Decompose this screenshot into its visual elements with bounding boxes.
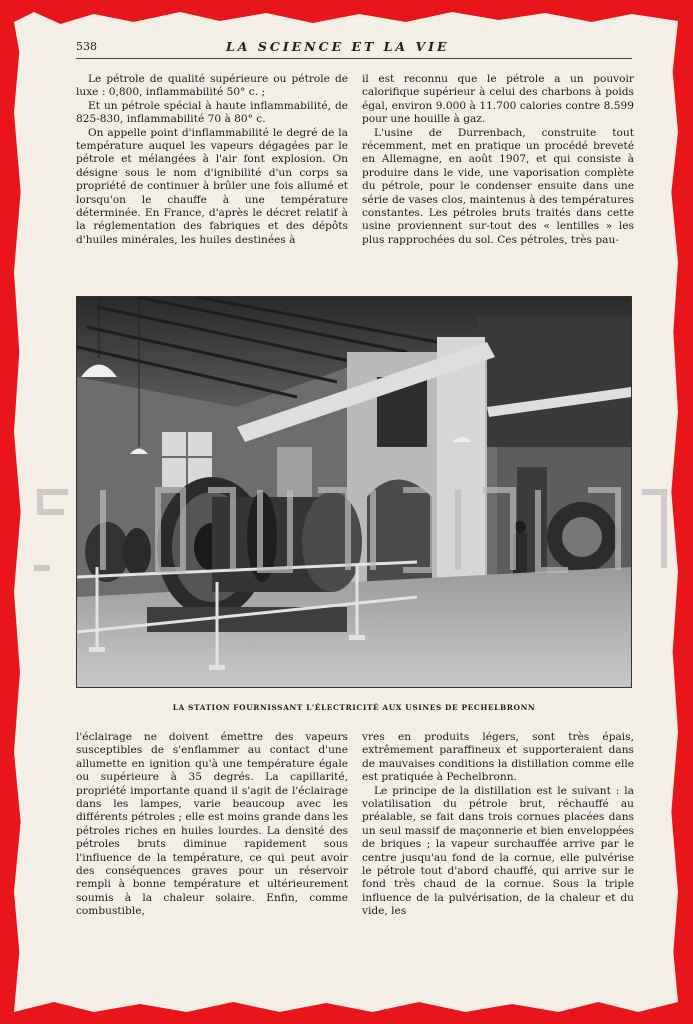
column-top-right	[362, 73, 634, 247]
paragraph: vres en produits légers, sont très épais, extrêmement paraffineux et supporteraient dans de mauvaises conditions la distillation comme elle est pratiquée à Pechelbronn.	[362, 731, 634, 784]
journal-title: LA SCIENCE ET LA VIE	[226, 39, 450, 54]
page-number: 538	[76, 40, 97, 53]
paragraph: On appelle point d'inflammabilité le degré de la température auquel les vapeurs dégagées par le pétrole et mélangées à l'air font explosion. On désigne sous le nom d'ignibilité d'un corps sa propriété de continuer à brûler une fois allumé et lorsqu'on le chauffe à une température déterminée. En France, d'après le décret relatif à la réglementation des fabriques et des dépôts d'huiles minérales, les huiles destinées à	[76, 126, 348, 246]
power-station-photo	[76, 296, 632, 688]
paragraph: il est reconnu que le pétrole a un pouvoir calorifique supérieur à celui des charbons à poids égal, environ 9.000 à 11.700 calories contre 8.599 pour une houille à gaz.	[362, 73, 634, 126]
column-top-left	[76, 73, 348, 247]
paragraph: Le principe de la distillation est le suivant : la volatilisation du pétrole brut, réchauffé au préalable, se fait dans trois cornues placées dans un seul massif de maçonnerie et bien enveloppées de briques ; la vapeur surchauffée arrive par le centre jusqu'au fond de la cornue, elle pulvérise le pétrole tout d'abord chauffé, qui arrive sur le fond très chaud de la cornue. Sous la triple influence de la pulvérisation, de la chaleur et du vide, les	[362, 784, 634, 918]
paragraph: l'éclairage ne doivent émettre des vapeurs susceptibles de s'enflammer au contact d'une allumette en ignition qu'à une température égale ou supérieure à 35 degrés. La capillarité, propriété importante quand il s'agit de l'éclairage dans les lampes, varie beaucoup avec les différents pétroles ; elle est moins grande dans les pétroles riches en huiles lourdes. La densité des pétroles bruts diminue rapidement sous l'influence de la température, ce qui peut avoir des conséquences graves pour un réservoir rempli à bonne température et ultérieurement soumis à la chaleur solaire. Enfin, comme combustible,	[76, 731, 349, 918]
paragraph: Le pétrole de qualité supérieure ou pétrole de luxe : 0,800, inflammabilité 50° c. ;	[76, 73, 348, 99]
paragraph: Et un pétrole spécial à haute inflammabilité, de 825-830, inflammabilité 70 à 80° c.	[76, 99, 348, 126]
figure-caption: LA STATION FOURNISSANT L'ÉLECTRICITÉ AUX USINES DE PECHELBRONN	[172, 703, 536, 712]
page-header	[76, 40, 632, 59]
column-bottom-left	[76, 731, 348, 919]
column-bottom-right	[362, 731, 634, 919]
paragraph: L'usine de Durrenbach, construite tout récemment, met en pratique un procédé breveté en Allemagne, en août 1907, et qui consiste à produire dans le vide, une vaporisation complète du pétrole, pour le condenser ensuite dans une série de vases clos, maintenus à des températures constantes. Les pétroles bruts traités dans cette usine proviennent sur-tout des « lentilles » les plus rapprochées du sol. Ces pétroles, très pau-	[362, 126, 634, 246]
